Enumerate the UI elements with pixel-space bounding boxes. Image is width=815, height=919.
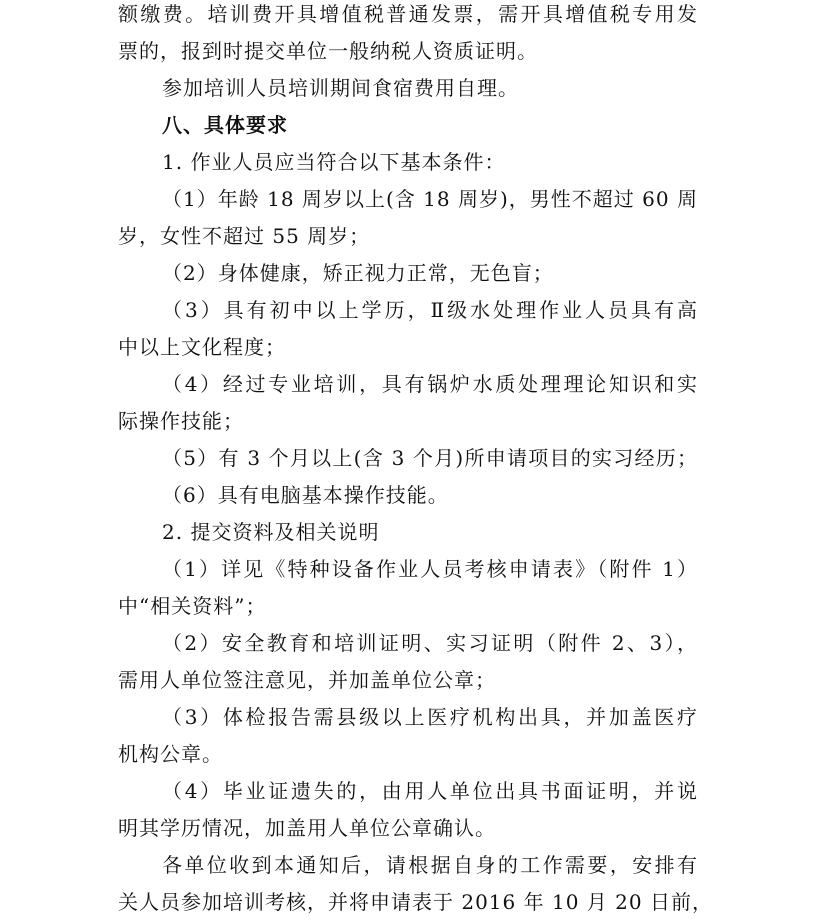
text-line: 票的，报到时提交单位一般纳税人资质证明。 [118, 39, 538, 63]
text-line: 2. 提交资料及相关说明 [162, 520, 380, 544]
text-line: （2）身体健康，矫正视力正常，无色盲； [162, 261, 554, 285]
text-line: 参加培训人员培训期间食宿费用自理。 [162, 76, 519, 100]
text-line: 中“相关资料”； [118, 594, 267, 618]
text-line: （5）有 3 个月以上(含 3 个月)所申请项目的实习经历； [162, 446, 698, 470]
text-line: 岁，女性不超过 55 周岁； [118, 224, 371, 248]
text-line: （4）毕业证遗失的，由用人单位出具书面证明，并说 [162, 779, 698, 803]
text-line: 明其学历情况，加盖用人单位公章确认。 [118, 816, 496, 840]
text-line: （4）经过专业培训，具有锅炉水质处理理论知识和实 [162, 372, 698, 396]
text-line: （6）具有电脑基本操作技能。 [162, 483, 449, 507]
text-line: （3）体检报告需县级以上医疗机构出具，并加盖医疗 [162, 705, 698, 729]
text-line: 额缴费。培训费开具增值税普通发票，需开具增值税专用发 [118, 2, 698, 26]
text-line: （3）具有初中以上学历，Ⅱ级水处理作业人员具有高 [162, 298, 698, 322]
text-line: 机构公章。 [118, 742, 223, 766]
text-line: 1. 作业人员应当符合以下基本条件： [162, 150, 506, 174]
text-line: 中以上文化程度； [118, 335, 286, 359]
text-line: （2）安全教育和培训证明、实习证明（附件 2、3）， [162, 631, 698, 655]
text-line: （1）详见《特种设备作业人员考核申请表》（附件 1） [162, 557, 698, 581]
section-heading: 八、具体要求 [162, 113, 288, 137]
text-line: 需用人单位签注意见，并加盖单位公章； [118, 668, 496, 692]
text-line: 关人员参加培训考核，并将申请表于 2016 年 10 月 20 日前， [118, 890, 713, 914]
text-line: （1）年龄 18 周岁以上(含 18 周岁)，男性不超过 60 周 [162, 187, 698, 211]
text-line: 各单位收到本通知后，请根据自身的工作需要，安排有 [162, 853, 698, 877]
text-line: 际操作技能； [118, 409, 244, 433]
